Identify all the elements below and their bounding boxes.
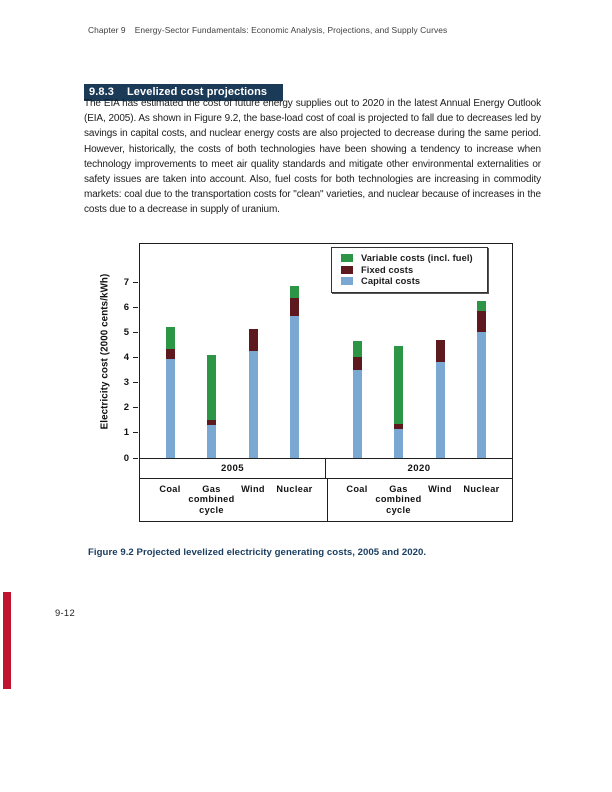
figure-caption: Figure 9.2 Projected levelized electricity generating costs, 2005 and 2020.: [88, 547, 427, 558]
page-edge-red-tab: [3, 592, 11, 689]
legend-item: [341, 253, 487, 263]
category-label-wind: Wind: [241, 483, 265, 494]
y-tick-label: 0: [123, 452, 129, 464]
page-number: 9-12: [55, 607, 75, 618]
year-label-2020: 2020: [407, 463, 431, 474]
bar-segment-fixed: [290, 298, 299, 316]
year-label-2005: 2005: [140, 459, 326, 478]
bar-segment-variable: [477, 301, 486, 311]
chapter-title: Energy-Sector Fundamentals: Economic Analysis, Projections, and Supply Curves: [134, 25, 448, 35]
bar-2020-gas-combined-cycle: [394, 346, 403, 458]
bar-2020-coal: [353, 341, 362, 458]
y-tick-label: 5: [123, 326, 129, 338]
legend-label: Variable costs (incl. fuel): [361, 253, 473, 263]
bar-segment-capital: [394, 429, 403, 458]
y-axis-title: [93, 243, 117, 459]
legend-swatch: [341, 254, 353, 262]
bar-2020-nuclear: [477, 301, 486, 458]
legend-label: Capital costs: [361, 276, 421, 286]
bar-2020-wind: [436, 340, 445, 458]
bar-2005-nuclear: [290, 286, 299, 458]
chart-legend: [331, 247, 488, 293]
bar-segment-variable: [394, 346, 403, 424]
category-label-coal: Coal: [159, 483, 181, 494]
year-row: [139, 459, 513, 479]
y-tick-mark: [133, 332, 138, 333]
category-label-nuclear: Nuclear: [463, 483, 500, 494]
category-label-coal: Coal: [346, 483, 368, 494]
bar-segment-fixed: [249, 329, 258, 352]
y-tick-mark: [133, 357, 138, 358]
category-label-wind: Wind: [428, 483, 452, 494]
bar-segment-capital: [249, 351, 258, 458]
category-label-nuclear: Nuclear: [276, 483, 313, 494]
bar-2005-gas-combined-cycle: [207, 355, 216, 458]
y-tick-label: 7: [123, 276, 129, 288]
y-tick-label: 3: [123, 377, 129, 389]
section-number: 9.8.3: [89, 86, 114, 98]
bar-segment-capital: [207, 425, 216, 458]
running-header: [88, 25, 447, 35]
group-divider-line: [327, 479, 328, 521]
y-tick-mark: [133, 432, 138, 433]
section-title: Levelized cost projections: [126, 86, 268, 98]
bar-segment-capital: [436, 362, 445, 458]
bar-segment-fixed: [477, 311, 486, 332]
figure-9-2-chart: [99, 243, 513, 522]
y-tick-mark: [133, 407, 138, 408]
bar-segment-variable: [353, 341, 362, 357]
body-paragraph: The EIA has estimated the cost of future energy supplies out to 2020 in the latest Annual Energy Outlook (EIA, 2005). As shown in Figure 9.2, the base-load cost of coal is projected to fall due to decreases led by savings in capital costs, and nuclear energy costs are also projected to decrease during the same period. However, historically, the costs of both technologies have been showing a tendency to increase when technology improvements to meet air quality standards and mitigate other environmental externalities or safety issues are taken into account. Also, fuel costs for both technologies are increasing in commodity markets: coal due to the transportation costs for "clean" varieties, and nuclear because of increases in the costs due to a decrease in supply of uranium.: [84, 98, 541, 216]
bar-2005-coal: [166, 327, 175, 458]
bar-segment-variable: [207, 355, 216, 420]
bar-segment-capital: [166, 359, 175, 458]
bar-segment-fixed: [166, 349, 175, 359]
bar-segment-fixed: [353, 357, 362, 370]
y-tick-label: 6: [123, 301, 129, 313]
legend-label: Fixed costs: [361, 264, 414, 275]
y-tick-mark: [133, 282, 138, 283]
y-tick-mark: [133, 307, 138, 308]
y-tick-mark: [133, 458, 138, 459]
bar-segment-variable: [290, 286, 299, 299]
y-axis-title-text: Electricity cost (2000 cents/kWh): [99, 273, 111, 429]
legend-swatch: [341, 266, 353, 274]
y-tick-label: 2: [123, 402, 129, 414]
y-tick-label: 1: [123, 427, 129, 439]
y-tick-mark: [133, 382, 138, 383]
category-label-gas-combined-cycle: Gas combined cycle: [375, 483, 422, 516]
legend-item: [341, 265, 487, 275]
y-tick-label: 4: [123, 351, 129, 363]
chapter-number: Chapter 9: [88, 25, 126, 35]
bar-segment-capital: [477, 332, 486, 458]
bar-segment-fixed: [436, 340, 445, 363]
category-row: [139, 479, 513, 522]
bar-segment-variable: [166, 327, 175, 348]
bar-2005-wind: [249, 329, 258, 458]
legend-item: [341, 276, 487, 286]
bar-segment-capital: [290, 316, 299, 458]
category-label-gas-combined-cycle: Gas combined cycle: [188, 483, 235, 516]
bar-segment-capital: [353, 370, 362, 458]
legend-swatch: [341, 277, 353, 285]
